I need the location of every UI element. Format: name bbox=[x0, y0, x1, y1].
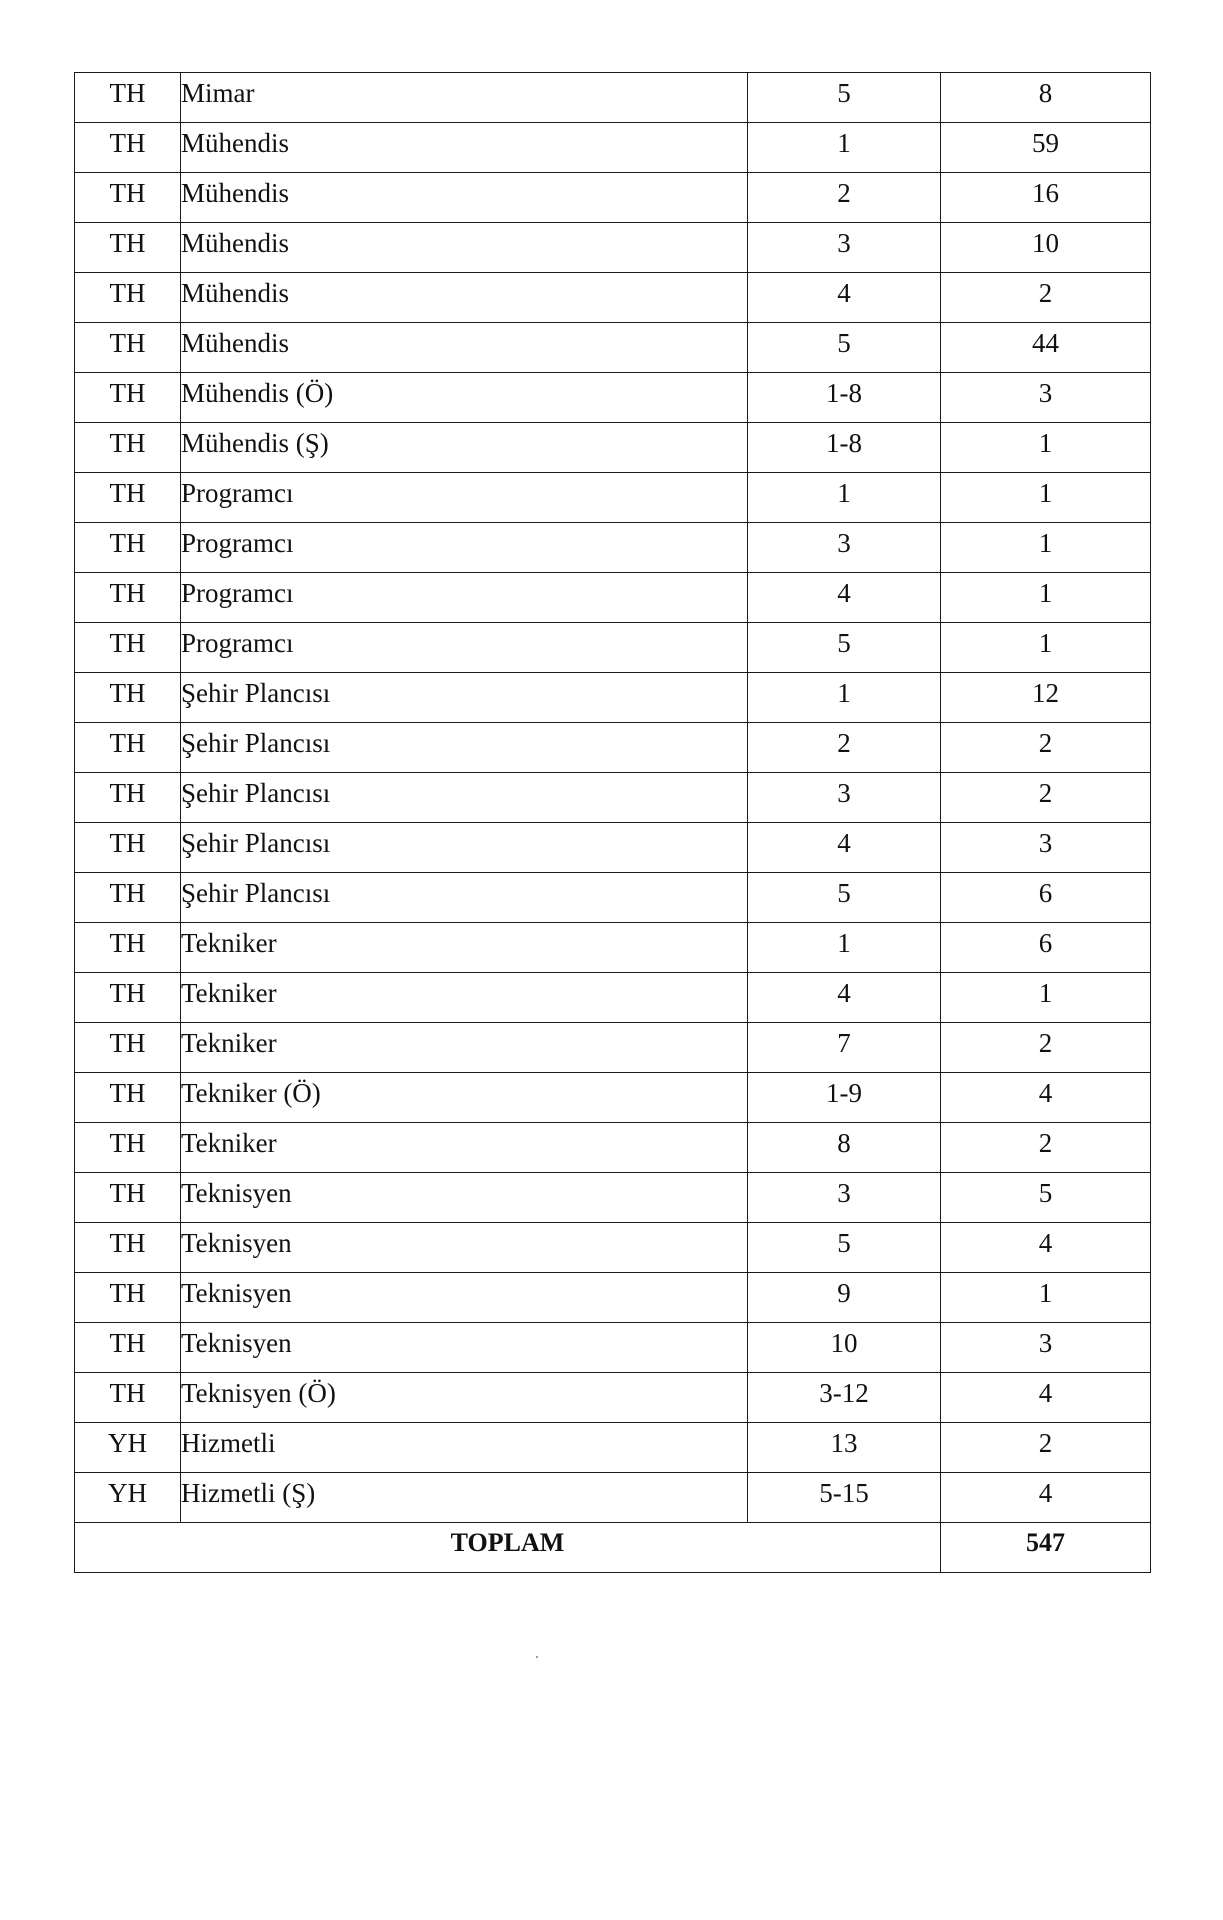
class-cell: TH bbox=[75, 973, 181, 1023]
title-cell: Mühendis (Ş) bbox=[181, 423, 748, 473]
count-cell: 1 bbox=[941, 523, 1151, 573]
table-row bbox=[75, 723, 1151, 773]
title-cell: Tekniker bbox=[181, 1123, 748, 1173]
title-cell: Mühendis bbox=[181, 323, 748, 373]
title-cell: Mühendis bbox=[181, 173, 748, 223]
table-row bbox=[75, 523, 1151, 573]
grade-cell: 3 bbox=[748, 773, 941, 823]
title-cell: Mühendis bbox=[181, 123, 748, 173]
class-cell: TH bbox=[75, 523, 181, 573]
table-row bbox=[75, 923, 1151, 973]
table-row bbox=[75, 223, 1151, 273]
title-cell: Tekniker bbox=[181, 1023, 748, 1073]
count-cell: 6 bbox=[941, 923, 1151, 973]
title-cell: Mühendis bbox=[181, 223, 748, 273]
scan-speck bbox=[536, 1656, 538, 1658]
staff-table bbox=[74, 72, 1151, 1573]
title-cell: Teknisyen bbox=[181, 1323, 748, 1373]
table-row bbox=[75, 1173, 1151, 1223]
class-cell: TH bbox=[75, 223, 181, 273]
table-row bbox=[75, 1123, 1151, 1173]
grade-cell: 1-8 bbox=[748, 423, 941, 473]
count-cell: 2 bbox=[941, 1123, 1151, 1173]
table-row bbox=[75, 373, 1151, 423]
grade-cell: 1 bbox=[748, 673, 941, 723]
class-cell: TH bbox=[75, 773, 181, 823]
count-cell: 2 bbox=[941, 1023, 1151, 1073]
count-cell: 4 bbox=[941, 1373, 1151, 1423]
title-cell: Programcı bbox=[181, 473, 748, 523]
class-cell: TH bbox=[75, 323, 181, 373]
title-cell: Şehir Plancısı bbox=[181, 723, 748, 773]
count-cell: 44 bbox=[941, 323, 1151, 373]
count-cell: 12 bbox=[941, 673, 1151, 723]
table-row bbox=[75, 123, 1151, 173]
table-row bbox=[75, 973, 1151, 1023]
table-row bbox=[75, 773, 1151, 823]
class-cell: YH bbox=[75, 1423, 181, 1473]
class-cell: TH bbox=[75, 823, 181, 873]
class-cell: TH bbox=[75, 1373, 181, 1423]
grade-cell: 1 bbox=[748, 123, 941, 173]
grade-cell: 2 bbox=[748, 723, 941, 773]
grade-cell: 5 bbox=[748, 873, 941, 923]
count-cell: 5 bbox=[941, 1173, 1151, 1223]
table-row bbox=[75, 323, 1151, 373]
title-cell: Hizmetli (Ş) bbox=[181, 1473, 748, 1523]
grade-cell: 4 bbox=[748, 973, 941, 1023]
grade-cell: 3 bbox=[748, 523, 941, 573]
class-cell: TH bbox=[75, 1323, 181, 1373]
count-cell: 6 bbox=[941, 873, 1151, 923]
table-row bbox=[75, 1373, 1151, 1423]
class-cell: TH bbox=[75, 923, 181, 973]
count-cell: 16 bbox=[941, 173, 1151, 223]
table-row bbox=[75, 1473, 1151, 1523]
table-row bbox=[75, 1323, 1151, 1373]
class-cell: TH bbox=[75, 373, 181, 423]
class-cell: TH bbox=[75, 623, 181, 673]
class-cell: TH bbox=[75, 173, 181, 223]
table-row bbox=[75, 1023, 1151, 1073]
table-row bbox=[75, 823, 1151, 873]
title-cell: Mühendis bbox=[181, 273, 748, 323]
table-row bbox=[75, 623, 1151, 673]
title-cell: Teknisyen (Ö) bbox=[181, 1373, 748, 1423]
grade-cell: 1 bbox=[748, 923, 941, 973]
count-cell: 8 bbox=[941, 73, 1151, 123]
title-cell: Mühendis (Ö) bbox=[181, 373, 748, 423]
table-row bbox=[75, 1223, 1151, 1273]
count-cell: 4 bbox=[941, 1223, 1151, 1273]
grade-cell: 1 bbox=[748, 473, 941, 523]
table-row bbox=[75, 73, 1151, 123]
count-cell: 2 bbox=[941, 723, 1151, 773]
grade-cell: 4 bbox=[748, 823, 941, 873]
class-cell: TH bbox=[75, 573, 181, 623]
count-cell: 1 bbox=[941, 573, 1151, 623]
table-row bbox=[75, 673, 1151, 723]
title-cell: Teknisyen bbox=[181, 1173, 748, 1223]
grade-cell: 2 bbox=[748, 173, 941, 223]
grade-cell: 5 bbox=[748, 623, 941, 673]
staff-table-body bbox=[75, 73, 1151, 1573]
class-cell: TH bbox=[75, 1073, 181, 1123]
grade-cell: 9 bbox=[748, 1273, 941, 1323]
grade-cell: 1-9 bbox=[748, 1073, 941, 1123]
count-cell: 4 bbox=[941, 1473, 1151, 1523]
total-row bbox=[75, 1523, 1151, 1573]
title-cell: Teknisyen bbox=[181, 1273, 748, 1323]
class-cell: TH bbox=[75, 723, 181, 773]
table-row bbox=[75, 1273, 1151, 1323]
class-cell: TH bbox=[75, 1123, 181, 1173]
grade-cell: 13 bbox=[748, 1423, 941, 1473]
class-cell: TH bbox=[75, 123, 181, 173]
count-cell: 1 bbox=[941, 1273, 1151, 1323]
title-cell: Programcı bbox=[181, 573, 748, 623]
title-cell: Hizmetli bbox=[181, 1423, 748, 1473]
title-cell: Tekniker bbox=[181, 973, 748, 1023]
table-row bbox=[75, 1423, 1151, 1473]
grade-cell: 4 bbox=[748, 573, 941, 623]
count-cell: 4 bbox=[941, 1073, 1151, 1123]
grade-cell: 1-8 bbox=[748, 373, 941, 423]
table-row bbox=[75, 273, 1151, 323]
grade-cell: 3 bbox=[748, 1173, 941, 1223]
title-cell: Tekniker (Ö) bbox=[181, 1073, 748, 1123]
grade-cell: 5 bbox=[748, 323, 941, 373]
title-cell: Teknisyen bbox=[181, 1223, 748, 1273]
table-row bbox=[75, 473, 1151, 523]
grade-cell: 10 bbox=[748, 1323, 941, 1373]
title-cell: Programcı bbox=[181, 623, 748, 673]
table-row bbox=[75, 873, 1151, 923]
count-cell: 59 bbox=[941, 123, 1151, 173]
grade-cell: 5-15 bbox=[748, 1473, 941, 1523]
title-cell: Mimar bbox=[181, 73, 748, 123]
count-cell: 1 bbox=[941, 473, 1151, 523]
title-cell: Programcı bbox=[181, 523, 748, 573]
count-cell: 3 bbox=[941, 1323, 1151, 1373]
title-cell: Tekniker bbox=[181, 923, 748, 973]
table-row bbox=[75, 173, 1151, 223]
class-cell: TH bbox=[75, 1273, 181, 1323]
total-label: TOPLAM bbox=[75, 1523, 941, 1573]
class-cell: TH bbox=[75, 423, 181, 473]
count-cell: 10 bbox=[941, 223, 1151, 273]
grade-cell: 5 bbox=[748, 73, 941, 123]
title-cell: Şehir Plancısı bbox=[181, 873, 748, 923]
class-cell: TH bbox=[75, 1023, 181, 1073]
table-row bbox=[75, 423, 1151, 473]
class-cell: TH bbox=[75, 273, 181, 323]
title-cell: Şehir Plancısı bbox=[181, 823, 748, 873]
table-row bbox=[75, 573, 1151, 623]
count-cell: 1 bbox=[941, 623, 1151, 673]
class-cell: TH bbox=[75, 673, 181, 723]
grade-cell: 4 bbox=[748, 273, 941, 323]
title-cell: Şehir Plancısı bbox=[181, 673, 748, 723]
class-cell: TH bbox=[75, 473, 181, 523]
grade-cell: 3-12 bbox=[748, 1373, 941, 1423]
grade-cell: 5 bbox=[748, 1223, 941, 1273]
grade-cell: 8 bbox=[748, 1123, 941, 1173]
count-cell: 1 bbox=[941, 973, 1151, 1023]
class-cell: YH bbox=[75, 1473, 181, 1523]
grade-cell: 3 bbox=[748, 223, 941, 273]
count-cell: 2 bbox=[941, 273, 1151, 323]
count-cell: 2 bbox=[941, 773, 1151, 823]
class-cell: TH bbox=[75, 73, 181, 123]
total-value: 547 bbox=[941, 1523, 1151, 1573]
count-cell: 2 bbox=[941, 1423, 1151, 1473]
count-cell: 3 bbox=[941, 373, 1151, 423]
class-cell: TH bbox=[75, 873, 181, 923]
table-row bbox=[75, 1073, 1151, 1123]
count-cell: 1 bbox=[941, 423, 1151, 473]
count-cell: 3 bbox=[941, 823, 1151, 873]
grade-cell: 7 bbox=[748, 1023, 941, 1073]
class-cell: TH bbox=[75, 1173, 181, 1223]
class-cell: TH bbox=[75, 1223, 181, 1273]
title-cell: Şehir Plancısı bbox=[181, 773, 748, 823]
